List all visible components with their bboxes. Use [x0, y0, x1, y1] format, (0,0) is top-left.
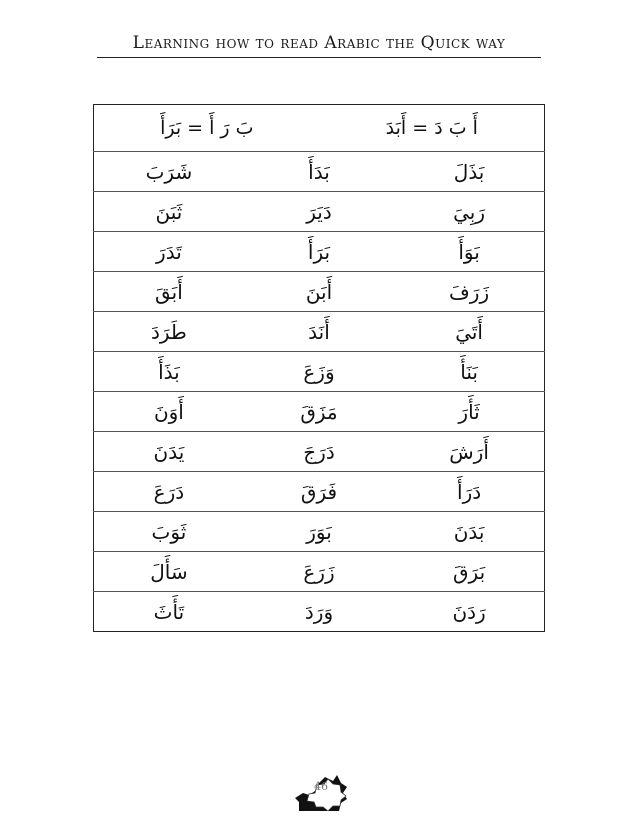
word-cell: دَيَرَ — [244, 192, 394, 232]
arabic-word-table — [93, 104, 545, 632]
table-row — [94, 272, 545, 312]
word-cell: أَبَقَ — [94, 272, 244, 312]
word-cell: تَدَرَ — [94, 232, 244, 272]
word-cell: ثَأَرَ — [394, 392, 544, 432]
word-cell: بَرَقَ — [394, 552, 544, 592]
word-cell: أَرَشَ — [394, 432, 544, 472]
word-cell: بَدَأَ — [244, 152, 394, 192]
table-row — [94, 512, 545, 552]
word-cell: دَرَأَ — [394, 472, 544, 512]
word-cell: زَرَفَ — [394, 272, 544, 312]
word-cell: بَرَأَ — [244, 232, 394, 272]
word-cell: رَبِيَ — [394, 192, 544, 232]
table-row — [94, 352, 545, 392]
formula-left: بَ رَ أَ = بَرَأَ — [160, 117, 254, 139]
word-cell: أَوَنَ — [94, 392, 244, 432]
word-cell: سَأَلَ — [94, 552, 244, 592]
word-cell: دَرَعَ — [94, 472, 244, 512]
word-cell: ثَوَبَ — [94, 512, 244, 552]
word-cell: شَرَبَ — [94, 152, 244, 192]
table-row — [94, 152, 545, 192]
word-cell: أَنَدَ — [244, 312, 394, 352]
word-cell: بَذَلَ — [394, 152, 544, 192]
word-cell: فَرَقَ — [244, 472, 394, 512]
table-row — [94, 312, 545, 352]
table-row — [94, 392, 545, 432]
word-cell: بَذَأَ — [94, 352, 244, 392]
word-cell: بَنَأَ — [394, 352, 544, 392]
table-row — [94, 472, 545, 512]
formula-row — [94, 105, 545, 152]
word-cell: زَرَعَ — [244, 552, 394, 592]
table-row — [94, 432, 545, 472]
table-row — [94, 592, 545, 632]
word-cell: تَأَثَ — [153, 599, 185, 624]
word-cell: ثَبَنَ — [94, 192, 244, 232]
word-cell: طَرَدَ — [94, 312, 244, 352]
word-cell: بَوَأَ — [394, 232, 544, 272]
word-cell: مَزَقَ — [244, 392, 394, 432]
formula-cell — [94, 105, 545, 152]
word-cell: بَوَرَ — [244, 512, 394, 552]
word-cell: رَدَنَ — [452, 599, 486, 624]
word-cell: دَرَجَ — [244, 432, 394, 472]
word-cell: أَبَنَ — [244, 272, 394, 312]
word-cell: أَتَيَ — [394, 312, 544, 352]
word-cell: وَرَدَ — [304, 599, 334, 624]
header-rule — [97, 57, 541, 58]
table-row — [94, 232, 545, 272]
word-cell: وَزَعَ — [244, 352, 394, 392]
page-header-title: Learning how to read Arabic the Quick way — [132, 33, 506, 53]
table-row — [94, 552, 545, 592]
formula-right: أَ بَ دَ = أَبَدَ — [385, 117, 478, 139]
word-cell: يَدَنَ — [94, 432, 244, 472]
table-row — [94, 192, 545, 232]
page-number: 46 — [314, 780, 328, 793]
word-cell: بَدَنَ — [394, 512, 544, 552]
